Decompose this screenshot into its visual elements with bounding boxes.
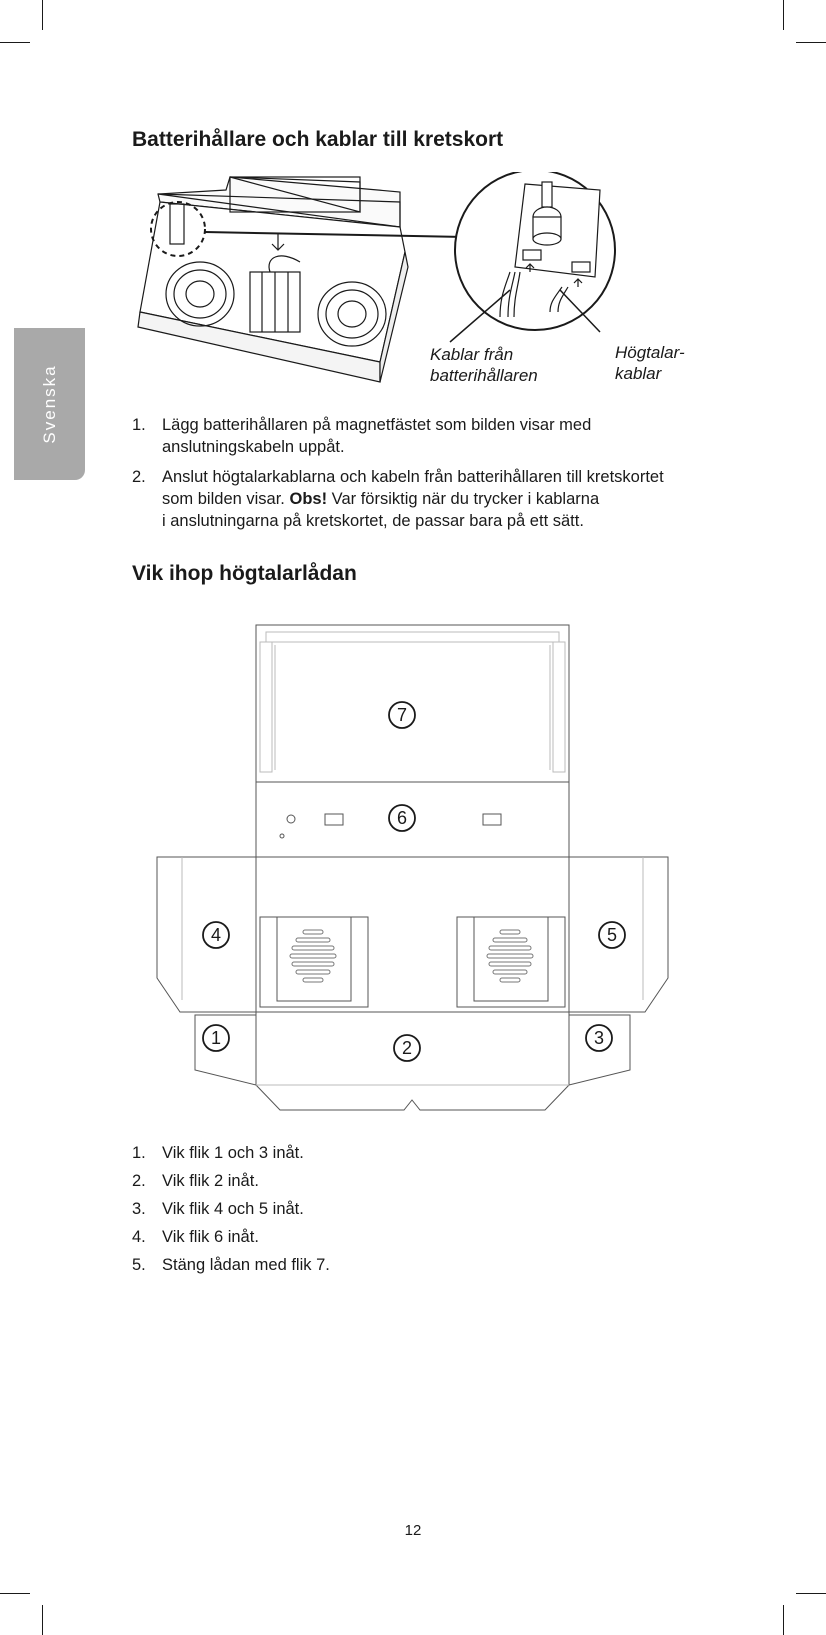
caption-line: Högtalar- xyxy=(615,343,685,362)
flap-label-1: 1 xyxy=(210,1028,222,1048)
list-item xyxy=(132,1139,330,1167)
list-item-text-part: Var försiktig när du trycker i kablarna xyxy=(327,490,600,508)
list-item xyxy=(132,1167,330,1195)
caption-battery-cables xyxy=(430,344,538,386)
crop-mark xyxy=(796,1593,826,1594)
list-item-number: 3. xyxy=(132,1200,146,1218)
list-item xyxy=(132,466,712,532)
list-item-text xyxy=(162,488,712,510)
speaker-box-fold-diagram xyxy=(150,620,675,1115)
list-item-number: 5. xyxy=(132,1256,146,1274)
flap-label-6: 6 xyxy=(396,808,408,828)
flap-label-2: 2 xyxy=(401,1038,413,1058)
list-item xyxy=(132,1195,330,1223)
list-item xyxy=(132,1251,330,1279)
list-item-number: 2. xyxy=(132,1172,146,1190)
fold-steps-list xyxy=(132,1139,330,1279)
section-title-fold-box: Vik ihop högtalarlådan xyxy=(132,562,357,585)
language-label: Svenska xyxy=(39,364,59,444)
list-item-number: 2. xyxy=(132,468,146,486)
crop-mark xyxy=(0,42,30,43)
list-item-text: Vik flik 6 inåt. xyxy=(162,1228,259,1246)
list-item-text: Vik flik 2 inåt. xyxy=(162,1172,259,1190)
warning-label: Obs! xyxy=(289,490,328,508)
crop-mark xyxy=(42,0,43,30)
list-item-text: Stäng lådan med flik 7. xyxy=(162,1256,330,1274)
page-number: 12 xyxy=(404,1522,422,1539)
list-item-text: Lägg batterihållaren på magnetfästet som bilden visar med xyxy=(162,416,592,434)
battery-holder-illustration xyxy=(130,172,690,392)
list-item-number: 1. xyxy=(132,416,146,434)
list-item-text: Vik flik 1 och 3 inåt. xyxy=(162,1144,304,1162)
crop-mark xyxy=(796,42,826,43)
list-item-number: 1. xyxy=(132,1144,146,1162)
list-item-text: Anslut högtalarkablarna och kabeln från batterihållaren till kretskortet xyxy=(162,468,664,486)
crop-mark xyxy=(783,1605,784,1635)
list-item-text-part: som bilden visar. xyxy=(162,490,290,508)
list-item xyxy=(132,1223,330,1251)
flap-label-3: 3 xyxy=(593,1028,605,1048)
crop-mark xyxy=(42,1605,43,1635)
crop-mark xyxy=(0,1593,30,1594)
crop-mark xyxy=(783,0,784,30)
caption-line: Kablar från xyxy=(430,345,514,364)
flap-label-7: 7 xyxy=(396,705,408,725)
list-item-text: anslutningskabeln uppåt. xyxy=(162,438,345,456)
flap-label-5: 5 xyxy=(606,925,618,945)
caption-line: kablar xyxy=(615,364,662,383)
list-item xyxy=(132,414,712,458)
caption-speaker-cables xyxy=(615,342,685,384)
list-item-text: i anslutningarna på kretskortet, de passar bara på ett sätt. xyxy=(162,512,584,530)
flap-label-4: 4 xyxy=(210,925,222,945)
battery-steps-list xyxy=(132,414,712,532)
language-side-tab xyxy=(14,328,85,480)
caption-line: batterihållaren xyxy=(430,366,538,385)
section-title-battery-holder: Batterihållare och kablar till kretskort xyxy=(132,128,504,151)
list-item-number: 4. xyxy=(132,1228,146,1246)
list-item-text: Vik flik 4 och 5 inåt. xyxy=(162,1200,304,1218)
